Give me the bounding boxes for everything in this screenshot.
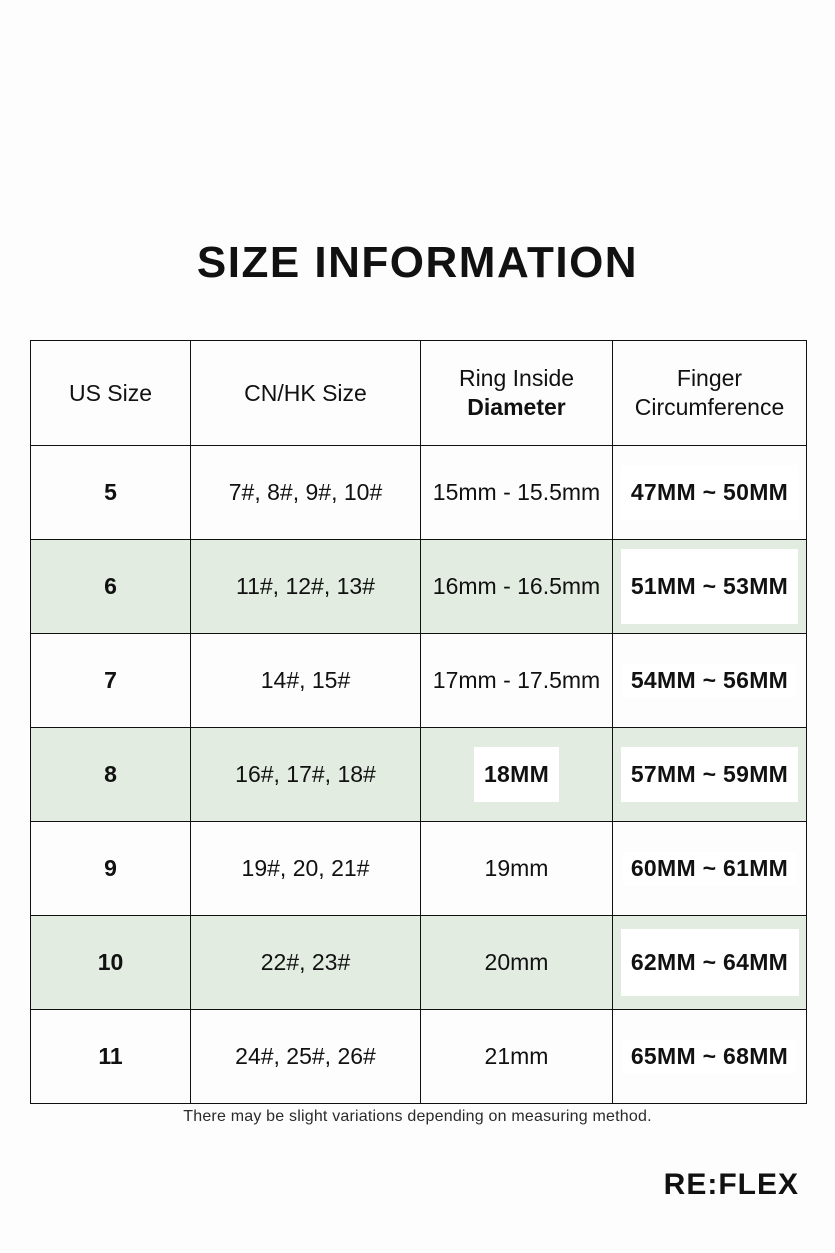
column-header-diameter-line2: Diameter xyxy=(467,394,566,420)
table-header-row xyxy=(31,341,807,446)
column-header-us-size xyxy=(31,341,191,446)
size-table-container xyxy=(30,340,806,1104)
cell-diameter: 15mm - 15.5mm xyxy=(421,446,613,540)
brand-logo: RE:FLEX xyxy=(663,1168,799,1201)
column-header-finger-circumference xyxy=(613,341,807,446)
table-row xyxy=(31,1010,807,1104)
table-row xyxy=(31,634,807,728)
table-row xyxy=(31,540,807,634)
diameter-highlight: 18MM xyxy=(474,747,559,802)
table-row xyxy=(31,822,807,916)
cell-circumference xyxy=(613,1010,807,1104)
cell-circumference xyxy=(613,540,807,634)
column-header-cnhk-size xyxy=(191,341,421,446)
page-title: SIZE INFORMATION xyxy=(196,238,639,287)
cell-cnhk-size: 11#, 12#, 13# xyxy=(191,540,421,634)
cell-circumference xyxy=(613,916,807,1010)
table-body xyxy=(31,446,807,1104)
cell-cnhk-size: 19#, 20, 21# xyxy=(191,822,421,916)
table-row xyxy=(31,446,807,540)
table-row xyxy=(31,728,807,822)
cell-circumference xyxy=(613,446,807,540)
cell-circumference xyxy=(613,634,807,728)
cell-cnhk-size: 7#, 8#, 9#, 10# xyxy=(191,446,421,540)
cell-us-size: 11 xyxy=(31,1010,191,1104)
column-header-circumference-line2: Circumference xyxy=(634,394,785,420)
table-row xyxy=(31,916,807,1010)
cell-cnhk-size: 16#, 17#, 18# xyxy=(191,728,421,822)
circumference-highlight: 60MM ~ 61MM xyxy=(623,852,796,885)
column-header-us-size-line1: US Size xyxy=(68,379,153,406)
size-table xyxy=(30,340,807,1104)
column-header-cnhk-size-line1: CN/HK Size xyxy=(244,379,367,406)
cell-us-size: 8 xyxy=(31,728,191,822)
circumference-highlight: 65MM ~ 68MM xyxy=(623,1040,796,1073)
circumference-highlight: 47MM ~ 50MM xyxy=(621,465,798,520)
measurement-note: There may be slight variations depending on measuring method. xyxy=(183,1108,652,1125)
cell-cnhk-size: 24#, 25#, 26# xyxy=(191,1010,421,1104)
circumference-highlight: 54MM ~ 56MM xyxy=(623,664,796,697)
cell-us-size: 9 xyxy=(31,822,191,916)
cell-us-size: 6 xyxy=(31,540,191,634)
cell-us-size: 7 xyxy=(31,634,191,728)
circumference-highlight: 51MM ~ 53MM xyxy=(621,549,798,624)
table-header xyxy=(31,341,807,446)
cell-us-size: 5 xyxy=(31,446,191,540)
cell-diameter xyxy=(421,728,613,822)
cell-circumference xyxy=(613,822,807,916)
cell-circumference xyxy=(613,728,807,822)
circumference-highlight: 62MM ~ 64MM xyxy=(621,929,799,996)
cell-diameter: 20mm xyxy=(421,916,613,1010)
cell-diameter: 21mm xyxy=(421,1010,613,1104)
cell-diameter: 17mm - 17.5mm xyxy=(421,634,613,728)
cell-cnhk-size: 14#, 15# xyxy=(191,634,421,728)
cell-cnhk-size: 22#, 23# xyxy=(191,916,421,1010)
cell-diameter: 19mm xyxy=(421,822,613,916)
cell-us-size: 10 xyxy=(31,916,191,1010)
column-header-diameter-line1: Ring Inside xyxy=(458,365,575,392)
circumference-highlight: 57MM ~ 59MM xyxy=(621,747,798,802)
cell-diameter: 16mm - 16.5mm xyxy=(421,540,613,634)
column-header-circumference-line1: Finger xyxy=(676,365,743,392)
column-header-ring-inside-diameter xyxy=(421,341,613,446)
